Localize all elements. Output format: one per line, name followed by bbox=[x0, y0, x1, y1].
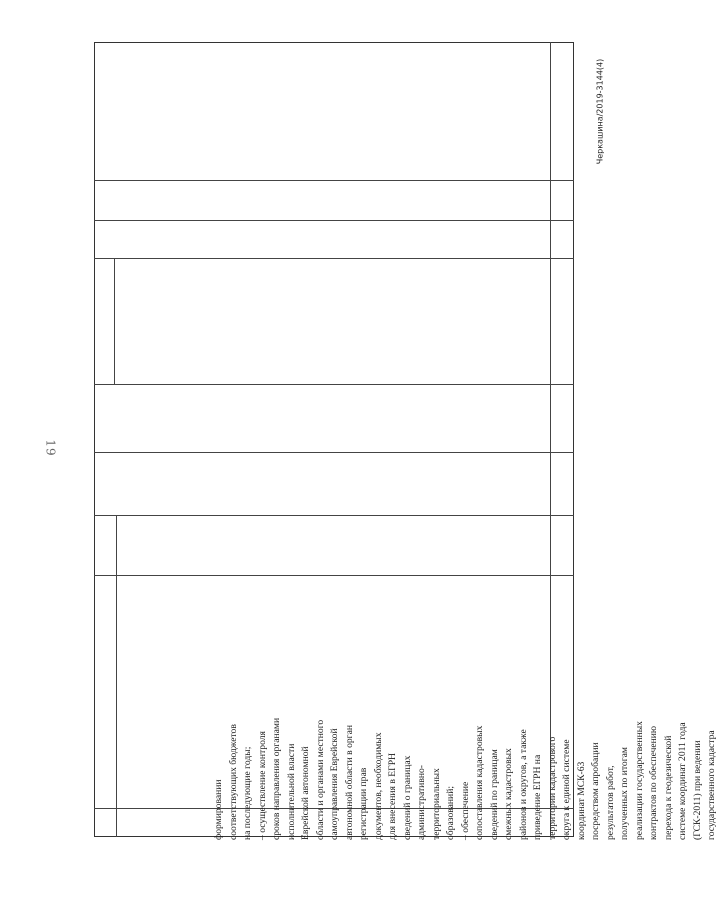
text-line: государственного кадастра bbox=[706, 730, 717, 840]
text-line: территориальных bbox=[430, 768, 442, 840]
text-line: исполнительной власти bbox=[285, 743, 297, 840]
document-code: Черкашина/2019-3144(4) bbox=[595, 58, 605, 165]
text-line: системе координат 2011 года bbox=[677, 722, 688, 840]
text-line: районов и округов, а также bbox=[517, 729, 529, 840]
text-line: Еврейской автономной bbox=[300, 746, 311, 840]
text-line: (ГСК-2011) при ведении bbox=[691, 740, 703, 840]
text-line: территории кадастрового bbox=[546, 736, 558, 840]
text-line: образований; bbox=[445, 786, 456, 840]
text-line: самоуправления Еврейской bbox=[329, 728, 340, 840]
table-rule bbox=[94, 258, 574, 259]
table-rule bbox=[94, 515, 574, 516]
text-line: контрактов по обеспечению bbox=[648, 725, 659, 840]
table-rule bbox=[114, 258, 115, 384]
text-line: сведений по границам bbox=[488, 749, 500, 840]
text-line: округа к единой системе bbox=[561, 739, 572, 840]
text-line: документов, необходимых bbox=[372, 732, 384, 840]
text-line: сроков направления органами bbox=[271, 717, 282, 840]
table-rule bbox=[94, 452, 574, 453]
text-line: регистрации прав bbox=[358, 767, 369, 840]
table-rule bbox=[116, 515, 117, 837]
text-line: – обеспечение bbox=[459, 781, 471, 840]
text-line: для внесения в ЕГРН bbox=[387, 753, 398, 840]
cell-text bbox=[212, 550, 717, 840]
text-line: посредством апробации bbox=[590, 742, 601, 840]
text-line: области и органами местного bbox=[314, 719, 326, 840]
text-line: результатов работ, bbox=[604, 765, 616, 840]
table-rule bbox=[94, 180, 574, 181]
page-number: 19 bbox=[43, 439, 58, 457]
text-line: автономной области в орган bbox=[343, 724, 355, 840]
text-line: сопоставления кадастровых bbox=[474, 725, 485, 840]
text-line: административно- bbox=[416, 765, 427, 840]
table-rule bbox=[94, 220, 574, 221]
table-rule bbox=[94, 384, 574, 385]
text-line: приведение ЕГРН на bbox=[532, 754, 543, 840]
text-line: на последующие годы; bbox=[242, 746, 253, 840]
text-line: координат МСК-63 bbox=[575, 761, 587, 840]
text-line: соответствующих бюджетов bbox=[227, 724, 239, 840]
text-line: полученных по итогам bbox=[619, 747, 630, 840]
text-line: формировании bbox=[213, 779, 224, 840]
text-line: сведений о границах bbox=[401, 755, 413, 840]
text-line: перехода к геодезической bbox=[662, 735, 674, 840]
text-line: реализации государственных bbox=[633, 721, 645, 840]
text-line: – осуществление контроля bbox=[256, 731, 268, 840]
text-line: смежных кадастровых bbox=[503, 748, 514, 840]
